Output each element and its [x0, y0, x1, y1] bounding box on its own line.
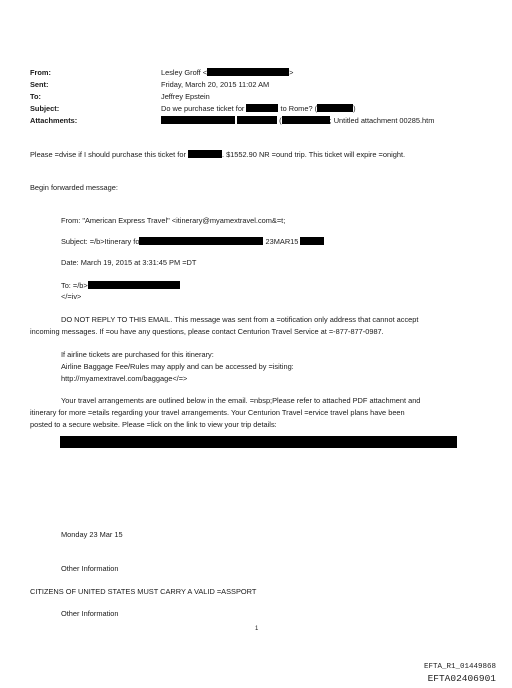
subject-mid: to Rome? (: [280, 104, 318, 113]
fw-date: Date: March 19, 2015 at 3:31:45 PM =DT: [61, 258, 197, 267]
from-label: From:: [30, 68, 51, 77]
redaction-block: [246, 104, 278, 112]
sent-value: Friday, March 20, 2015 11:02 AM: [161, 80, 270, 89]
travel-line-2: itinerary for more =etails regarding your travel arrangements. Your Centurion Travel =ervice travel plans have been: [30, 408, 405, 417]
attachment-name: ; Untitled attachment 00285.htm: [329, 116, 435, 125]
fw-subject-mid: 23MAR15: [265, 237, 299, 246]
redacted-link-bar: [60, 436, 457, 448]
other-info-2: Other Information: [61, 609, 119, 618]
subject-value: [161, 104, 356, 113]
other-info-1: Other Information: [61, 564, 119, 573]
redaction-block: [300, 237, 324, 245]
subject-label: Subject:: [30, 104, 60, 113]
redaction-block: [139, 237, 263, 245]
baggage-link[interactable]: http://myamextravel.com/baggage</=>: [61, 374, 188, 383]
fw-subject-start: Subject: =/b>Itinerary fo: [61, 237, 140, 246]
from-name: Lesley Groff <: [161, 68, 208, 77]
subject-start: Do we purchase ticket for: [161, 104, 245, 113]
airline-line-2: Airline Baggage Fee/Rules may apply and can be accessed by =isiting:: [61, 362, 294, 371]
attachments-value: [161, 116, 434, 125]
to-value: Jeffrey Epstein: [161, 92, 210, 101]
fw-to-label: To: =/b>: [61, 281, 88, 290]
redaction-block: [188, 150, 222, 158]
citizens-notice: CITIZENS OF UNITED STATES MUST CARRY A VALID =ASSPORT: [30, 587, 257, 596]
travel-line-3: posted to a secure website. Please =lick on the link to view your trip details:: [30, 420, 277, 429]
p1-end: . $1552.90 NR =ound trip. This ticket will expire =onight.: [221, 150, 406, 159]
footer-id-2: EFTA02406901: [427, 673, 496, 684]
redaction-block: [282, 116, 330, 124]
noreply-line-1: DO NOT REPLY TO THIS EMAIL. This message was sent from a =otification only address that cannot accept: [61, 315, 419, 324]
redaction-block: [88, 281, 180, 289]
itinerary-date: Monday 23 Mar 15: [61, 530, 123, 539]
fw-subject: [61, 237, 324, 246]
fw-iv: </=iv>: [61, 292, 82, 301]
sent-label: Sent:: [30, 80, 49, 89]
noreply-line-2: incoming messages. If =ou have any questions, please contact Centurion Travel Service at =-877-877-0987.: [30, 327, 384, 336]
page-number: 1: [255, 626, 259, 632]
fw-to: [61, 281, 180, 290]
body-paragraph-1: [30, 150, 405, 159]
from-value: [161, 68, 293, 77]
fw-from: From: "American Express Travel" <itinerary@myamextravel.com&=t;: [61, 216, 286, 225]
subject-end: ): [353, 104, 356, 113]
travel-line-1: Your travel arrangements are outlined below in the email. =nbsp;Please refer to attached PDF attachment and: [61, 396, 421, 405]
to-label: To:: [30, 92, 41, 101]
redaction-block: [237, 116, 277, 124]
from-end: >: [289, 68, 294, 77]
redaction-block: [207, 68, 289, 76]
forwarded-heading: Begin forwarded message:: [30, 183, 118, 192]
redaction-block: [161, 116, 235, 124]
footer-id-1: EFTA_R1_01449868: [423, 663, 496, 671]
p1-start: Please =dvise if I should purchase this ticket for: [30, 150, 186, 159]
redaction-block: [317, 104, 356, 113]
attachments-label: Attachments:: [30, 116, 78, 125]
airline-line-1: If airline tickets are purchased for this itinerary:: [61, 350, 214, 359]
attachment-sep: (: [279, 116, 282, 125]
